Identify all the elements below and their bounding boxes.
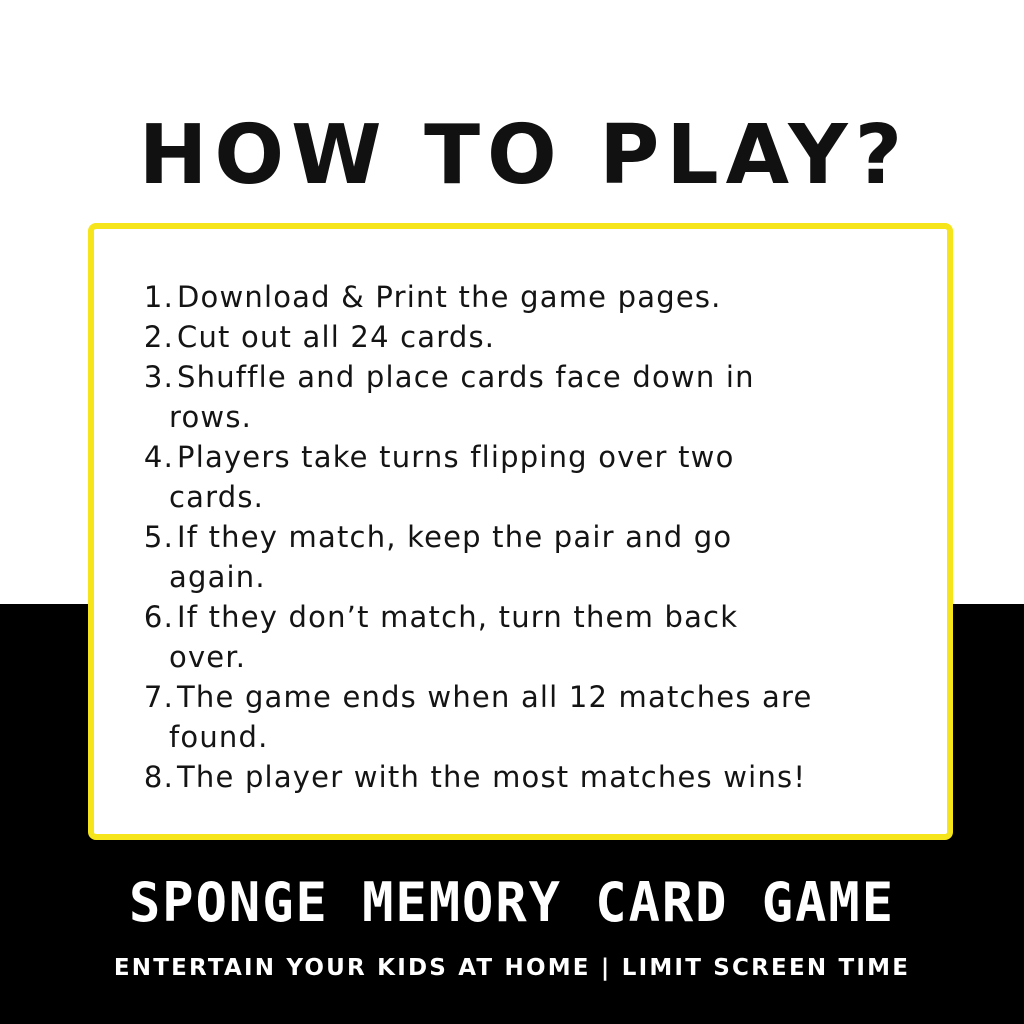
step-number: 3. — [143, 360, 174, 394]
step-text — [177, 317, 937, 357]
step-item-3 — [94, 357, 947, 437]
step-item-5 — [94, 517, 947, 597]
step-line-continued: again. — [169, 560, 266, 594]
step-number: 4. — [143, 440, 174, 474]
step-number: 5. — [143, 520, 174, 554]
step-number: 6. — [143, 600, 174, 634]
instructions-card — [88, 223, 953, 840]
step-text — [177, 757, 937, 797]
step-line-continued: over. — [169, 640, 247, 674]
step-line: If they don’t match, turn them back — [177, 600, 739, 634]
step-number: 8. — [143, 760, 174, 794]
step-number: 7. — [143, 680, 174, 714]
step-line: Download & Print the game pages. — [177, 280, 722, 314]
step-text — [169, 517, 937, 597]
step-line-continued: cards. — [169, 480, 265, 514]
game-subtitle: ENTERTAIN YOUR KIDS AT HOME | LIMIT SCREEN TIME — [113, 955, 911, 981]
step-item-7 — [94, 677, 947, 757]
step-text — [169, 437, 937, 517]
page-heading: HOW TO PLAY? — [138, 108, 910, 203]
step-item-2 — [94, 317, 947, 357]
step-line-continued: rows. — [169, 400, 253, 434]
step-number: 1. — [143, 280, 174, 314]
step-line-continued: found. — [169, 720, 269, 754]
steps-list — [94, 277, 947, 797]
step-number: 2. — [143, 320, 174, 354]
step-line: The player with the most matches wins! — [177, 760, 807, 794]
step-line: If they match, keep the pair and go — [177, 520, 733, 554]
step-line: Players take turns flipping over two — [177, 440, 735, 474]
step-item-6 — [94, 597, 947, 677]
step-text — [169, 597, 937, 677]
step-text — [177, 277, 937, 317]
step-item-8 — [94, 757, 947, 797]
step-item-1 — [94, 277, 947, 317]
step-text — [169, 357, 937, 437]
step-item-4 — [94, 437, 947, 517]
step-line: The game ends when all 12 matches are — [177, 680, 813, 714]
step-line: Shuffle and place cards face down in — [177, 360, 755, 394]
game-title: SPONGE MEMORY CARD GAME — [128, 871, 896, 935]
step-text — [169, 677, 937, 757]
step-line: Cut out all 24 cards. — [177, 320, 496, 354]
